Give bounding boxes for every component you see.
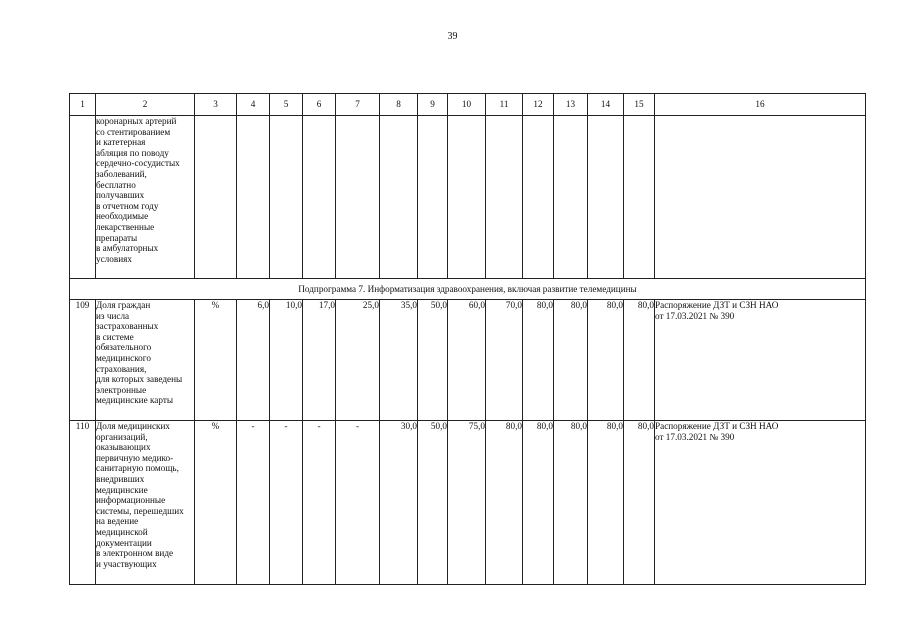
value-cell: 80,0 [523,300,554,421]
unit-cell: % [195,300,237,421]
value-cell: 25,0 [336,300,380,421]
value-cell: 60,0 [448,300,486,421]
column-header: 12 [523,94,554,116]
source-document: Распоряжение ДЗТ и СЗН НАО от 17.03.2021 № 390 [655,421,866,585]
value-cell: 80,0 [624,421,655,585]
value-cell: 80,0 [588,421,624,585]
row-number: 110 [70,421,96,585]
column-header: 8 [380,94,418,116]
page-number: 39 [447,31,458,42]
value-cell: 6,0 [237,300,270,421]
value-cell: 50,0 [418,421,448,585]
value-cell: 10,0 [270,300,303,421]
value-cell: 75,0 [448,421,486,585]
continuation-row [70,116,866,279]
column-header: 15 [624,94,655,116]
table-row [70,421,866,585]
indicators-table [69,93,866,585]
column-header: 10 [448,94,486,116]
value-cell: 80,0 [554,421,588,585]
value-cell: 30,0 [380,421,418,585]
source-document: Распоряжение ДЗТ и СЗН НАО от 17.03.2021 № 390 [655,300,866,421]
value-cell: 80,0 [588,300,624,421]
value-cell: 35,0 [380,300,418,421]
column-header: 1 [70,94,96,116]
value-cell: 50,0 [418,300,448,421]
value-cell: - [303,421,336,585]
subprogram-row [70,279,866,300]
indicator-name: Доля граждан из числа застрахованных в системе обязательного медицинского страхования, для которых заведены электронные медицинские карты [96,300,195,421]
value-cell: - [237,421,270,585]
column-header: 7 [336,94,380,116]
unit-cell: % [195,421,237,585]
column-header: 9 [418,94,448,116]
column-header: 13 [554,94,588,116]
column-header: 6 [303,94,336,116]
indicator-name: коронарных артерий со стентированием и катетерная абляция по поводу сердечно-сосудистых заболеваний, бесплатно получавших в отчетном году необходимые лекарственные препараты в амбулаторных условиях [96,116,195,279]
column-header-row [70,94,866,116]
indicator-name: Доля медицинских организаций, оказывающих первичную медико- санитарную помощь, внедривших медицинские информационные системы, перешедших на ведение медицинской документации в электронном виде и участвующих [96,421,195,585]
value-cell: - [336,421,380,585]
value-cell: 80,0 [523,421,554,585]
subprogram-title: Подпрограмма 7. Информатизация здравоохранения, включая развитие телемедицины [70,279,866,300]
column-header: 14 [588,94,624,116]
value-cell: 70,0 [486,300,523,421]
column-header: 2 [96,94,195,116]
table-row [70,300,866,421]
column-header: 11 [486,94,523,116]
row-number: 109 [70,300,96,421]
column-header: 5 [270,94,303,116]
value-cell: 80,0 [624,300,655,421]
column-header: 4 [237,94,270,116]
column-header: 16 [655,94,866,116]
value-cell: - [270,421,303,585]
value-cell: 80,0 [486,421,523,585]
value-cell: 17,0 [303,300,336,421]
column-header: 3 [195,94,237,116]
value-cell: 80,0 [554,300,588,421]
